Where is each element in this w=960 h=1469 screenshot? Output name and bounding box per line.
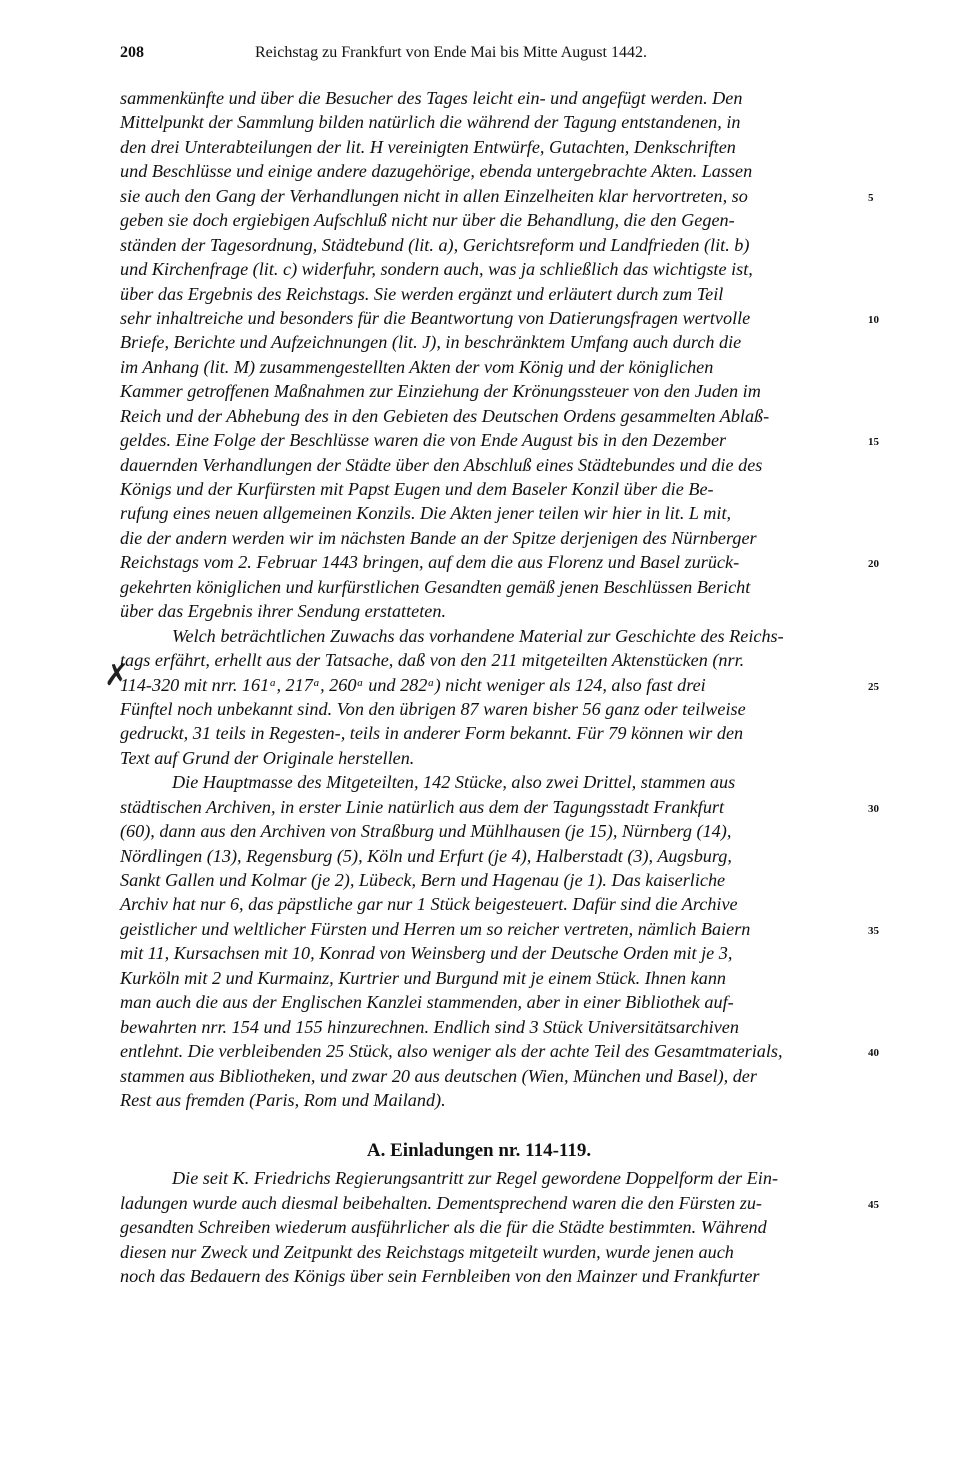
text-line: [120, 477, 858, 501]
line-text: Rest aus fremden (Paris, Rom und Mailand).: [120, 1089, 446, 1110]
text-line: [120, 697, 858, 721]
paragraph-4: [120, 1166, 879, 1288]
line-text: Welch beträchtlichen Zuwachs das vorhandene Material zur Geschichte des Reichs-: [172, 625, 784, 646]
text-line: [120, 208, 858, 232]
text-line: [120, 966, 858, 990]
text-line: [120, 770, 858, 794]
text-line: [120, 892, 858, 916]
line-text: diesen nur Zweck und Zeitpunkt des Reichstags mitgeteilt wurden, wurde jenen auch: [120, 1241, 734, 1262]
line-text: dauernden Verhandlungen der Städte über den Abschluß eines Städtebundes und die des: [120, 454, 763, 475]
line-number: 15: [868, 436, 879, 449]
page-number: 208: [120, 44, 144, 61]
text-line: [120, 233, 858, 257]
line-text: Nördlingen (13), Regensburg (5), Köln und Erfurt (je 4), Halberstadt (3), Augsburg,: [120, 845, 732, 866]
text-line: [120, 184, 874, 208]
section-heading: A. Einladungen nr. 114-119.: [366, 1140, 592, 1162]
text-line: [120, 1039, 879, 1063]
text-line: [120, 917, 879, 941]
text-line: [120, 159, 858, 183]
line-text: noch das Bedauern des Königs über sein Fernbleiben von den Mainzer und Frankfurter: [120, 1266, 760, 1287]
text-line: [120, 1264, 858, 1288]
line-text: 114-320 mit nrr. 161ᵃ, 217ᵃ, 260ᵃ und 282ᵃ) nicht weniger als 124, also fast drei: [120, 674, 706, 695]
text-line: [120, 575, 858, 599]
line-text: man auch die aus der Englischen Kanzlei stammenden, aber in einer Bibliothek auf-: [120, 992, 734, 1013]
line-text: sie auch den Gang der Verhandlungen nicht in allen Einzelheiten klar hervortreten, so: [120, 185, 748, 206]
line-text: geistlicher und weltlicher Fürsten und Herren um so reicher vertreten, nämlich Baiern: [120, 918, 751, 939]
text-line: [120, 550, 879, 574]
line-text: tags erfährt, erhellt aus der Tatsache, daß von den 211 mitgeteilten Aktenstücken (nrr.: [120, 650, 745, 671]
text-line: [120, 257, 858, 281]
line-text: Die seit K. Friedrichs Regierungsantritt zur Regel gewordene Doppelform der Ein-: [172, 1168, 778, 1189]
text-line: [120, 282, 858, 306]
text-line: [120, 746, 858, 770]
line-number: 20: [868, 558, 879, 571]
paragraph-2: [120, 624, 879, 771]
line-number: 35: [868, 924, 879, 937]
line-text: sammenkünfte und über die Besucher des Tages leicht ein- und angefügt werden. Den: [120, 88, 743, 108]
section-gap: [120, 1112, 858, 1136]
line-number: 40: [868, 1047, 879, 1060]
text-line: [120, 673, 879, 697]
line-text: städtischen Archiven, in erster Linie natürlich aus dem der Tagungsstadt Frankfurt: [120, 796, 725, 817]
text-line: [120, 428, 879, 452]
text-line: [120, 379, 858, 403]
text-line: [120, 330, 858, 354]
text-line: [120, 795, 879, 819]
line-text: die der andern werden wir im nächsten Bande an der Spitze derjenigen des Nürnberger: [120, 527, 757, 548]
line-number: 45: [868, 1198, 879, 1211]
text-line: [120, 355, 858, 379]
body-text: [120, 86, 879, 1289]
text-line: [120, 526, 858, 550]
line-text: stammen aus Bibliotheken, und zwar 20 aus deutschen (Wien, München und Basel), der: [120, 1065, 757, 1086]
text-line: [120, 306, 879, 330]
line-text: Reich und der Abhebung des in den Gebieten des Deutschen Ordens gesammelten Ablaß-: [120, 405, 770, 426]
paragraph-3: [120, 770, 879, 1112]
line-text: Kurköln mit 2 und Kurmainz, Kurtrier und Burgund mit je einem Stück. Ihnen kann: [120, 967, 727, 988]
line-text: gekehrten königlichen und kurfürstlichen Gesandten gemäß jenen Beschlüssen Bericht: [120, 576, 751, 597]
line-text: Fünftel noch unbekannt sind. Von den übrigen 87 waren bisher 56 ganz oder teilweise: [120, 698, 746, 719]
text-line: [120, 1215, 858, 1239]
running-title: Reichstag zu Frankfurt von Ende Mai bis Mitte August 1442.: [255, 44, 647, 61]
line-text: sehr inhaltreiche und besonders für die Beantwortung von Datierungsfragen wertvolle: [120, 307, 751, 328]
text-line: [120, 1064, 858, 1088]
line-text: entlehnt. Die verbleibenden 25 Stück, also weniger als der achte Teil des Gesamtmaterials,: [120, 1041, 783, 1062]
line-text: über das Ergebnis des Reichstags. Sie werden ergänzt und erläutert durch zum Teil: [120, 283, 724, 304]
line-text: ladungen wurde auch diesmal beibehalten. Dementsprechend waren die den Fürsten zu-: [120, 1192, 762, 1213]
line-number: 5: [868, 191, 874, 204]
line-text: Briefe, Berichte und Aufzeichnungen (lit. J), in beschränktem Umfang auch durch die: [120, 332, 742, 353]
margin-cross-mark: ✗: [104, 659, 130, 692]
line-text: ständen der Tagesordnung, Städtebund (lit. a), Gerichtsreform und Landfrieden (lit. b): [120, 234, 750, 255]
line-text: rufung eines neuen allgemeinen Konzils. Die Akten jener teilen wir hier in lit. L mit,: [120, 503, 732, 524]
line-text: geldes. Eine Folge der Beschlüsse waren die von Ende August bis in den Dezember: [120, 430, 727, 451]
line-text: und Beschlüsse und einige andere dazugehörige, ebenda untergebrachte Akten. Lassen: [120, 161, 753, 182]
text-line: [120, 819, 858, 843]
text-line: [120, 941, 858, 965]
line-text: Reichstags vom 2. Februar 1443 bringen, auf dem die aus Florenz und Basel zurück-: [120, 552, 740, 573]
text-line: [120, 135, 858, 159]
text-line: [120, 844, 858, 868]
text-line: [120, 110, 858, 134]
text-line: [120, 990, 858, 1014]
line-text: Königs und der Kurfürsten mit Papst Eugen und dem Baseler Konzil über die Be-: [120, 479, 714, 499]
line-text: Die Hauptmasse des Mitgeteilten, 142 Stücke, also zwei Drittel, stammen aus: [172, 772, 736, 793]
line-text: und Kirchenfrage (lit. c) widerfuhr, sondern auch, was ja schließlich das wichtigste ist,: [120, 259, 753, 280]
page-header: [120, 44, 860, 68]
line-text: im Anhang (lit. M) zusammengestellten Akten der vom König und der königlichen: [120, 356, 714, 377]
text-line: [120, 1191, 879, 1215]
line-text: mit 11, Kursachsen mit 10, Konrad von Weinsberg und der Deutsche Orden mit je 3,: [120, 943, 733, 964]
line-text: gedruckt, 31 teils in Regesten-, teils in anderer Form bekannt. Für 79 können wir den: [120, 723, 744, 744]
text-line: [120, 501, 858, 525]
line-text: Text auf Grund der Originale herstellen.: [120, 747, 415, 768]
text-line: [120, 1088, 858, 1112]
text-line: [120, 1166, 858, 1190]
line-text: Kammer getroffenen Maßnahmen zur Einziehung der Krönungssteuer von den Juden im: [120, 381, 761, 402]
line-text: Sankt Gallen und Kolmar (je 2), Lübeck, Bern und Hagenau (je 1). Das kaiserliche: [120, 870, 726, 890]
line-text: geben sie doch ergiebigen Aufschluß nicht nur über die Behandlung, die den Gegen-: [120, 210, 735, 231]
text-line: [120, 868, 858, 892]
line-number: 10: [868, 313, 879, 326]
line-text: Mittelpunkt der Sammlung bilden natürlich die während der Tagung entstandenen, in: [120, 112, 741, 133]
line-text: gesandten Schreiben wiederum ausführlicher als die für die Städte bestimmten. Während: [120, 1217, 767, 1238]
text-line: [120, 1240, 858, 1264]
text-line: [120, 721, 858, 745]
text-line: [120, 1015, 858, 1039]
text-line: [120, 624, 858, 648]
line-number: 30: [868, 802, 879, 815]
paragraph-1: [120, 86, 879, 624]
text-line: [120, 453, 858, 477]
text-line: [120, 404, 858, 428]
text-line: [120, 648, 858, 672]
text-line: [120, 599, 858, 623]
line-text: (60), dann aus den Archiven von Straßburg und Mühlhausen (je 15), Nürnberg (14),: [120, 821, 732, 842]
line-text: bewahrten nrr. 154 und 155 hinzurechnen. Endlich sind 3 Stück Universitätsarchiven: [120, 1016, 739, 1037]
line-text: über das Ergebnis ihrer Sendung erstatteten.: [120, 601, 446, 622]
line-text: den drei Unterabteilungen der lit. H vereinigten Entwürfe, Gutachten, Denkschriften: [120, 136, 736, 157]
line-text: Archiv hat nur 6, das päpstliche gar nur 1 Stück beigesteuert. Dafür sind die Archive: [120, 894, 738, 915]
line-number: 25: [868, 680, 879, 693]
text-line: [120, 86, 858, 110]
